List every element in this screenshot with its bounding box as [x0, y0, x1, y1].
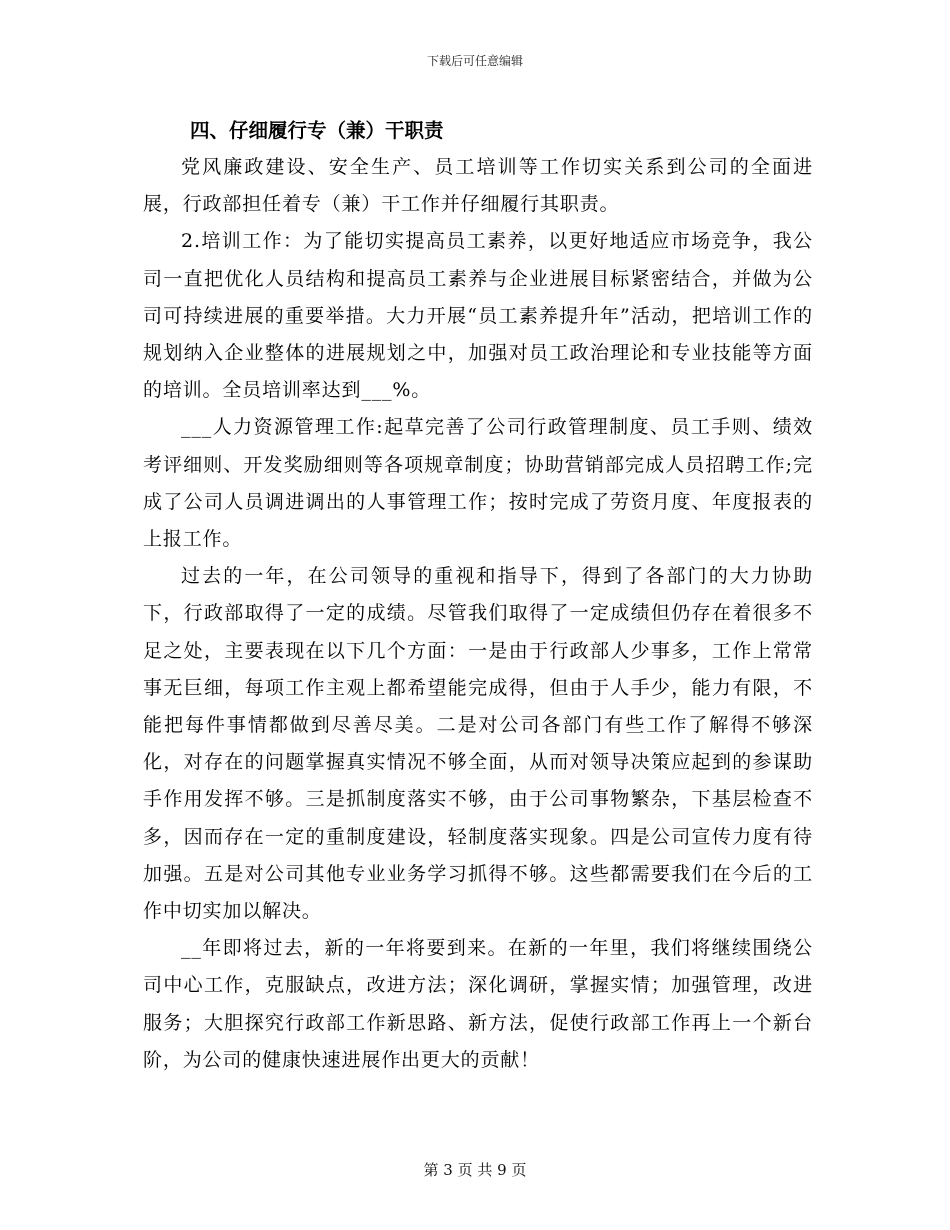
document-body: [143, 112, 813, 1079]
paragraph-hr-management: ___人力资源管理工作:起草完善了公司行政管理制度、员工手则、绩效考评细则、开发奖励细则等各项规章制度；协助营销部完成人员招聘工作;完成了公司人员调进调出的人事管理工作；按时完成了劳资月度、年度报表的上报工作。: [143, 416, 813, 551]
paragraph-responsibilities-intro: 党风廉政建设、安全生产、员工培训等工作切实关系到公司的全面进展，行政部担任着专（兼）干工作并仔细履行其职责。: [143, 156, 813, 216]
paragraph-shortcomings: 过去的一年，在公司领导的重视和指导下，得到了各部门的大力协助下，行政部取得了一定的成绩。尽管我们取得了一定成绩但仍存在着很多不足之处，主要表现在以下几个方面：一是由于行政部人少事多，工作上常常事无巨细，每项工作主观上都希望能完成得，但由于人手少，能力有限，不能把每件事情都做到尽善尽美。二是对公司各部门有些工作了解得不够深化，对存在的问题掌握真实情况不够全面，从而对领导决策应起到的参谋助手作用发挥不够。三是抓制度落实不够，由于公司事物繁杂，下基层检查不多，因而存在一定的重制度建设，轻制度落实现象。四是公司宣传力度有待加强。五是对公司其他专业业务学习抓得不够。这些都需要我们在今后的工作中切实加以解决。: [143, 565, 813, 923]
paragraph-outlook: __年即将过去，新的一年将要到来。在新的一年里，我们将继续围绕公司中心工作，克服缺点，改进方法；深化调研，掌握实情；加强管理，改进服务；大胆探究行政部工作新思路、新方法，促使行政部工作再上一个新台阶，为公司的健康快速进展作出更大的贡献！: [143, 937, 813, 1071]
page-number: 第 3 页 共 9 页: [423, 1161, 527, 1179]
page-header-note: 下载后可任意编辑: [426, 54, 523, 68]
section-heading: 四、仔细履行专（兼）干职责: [190, 119, 444, 142]
paragraph-training-work: 2.培训工作：为了能切实提高员工素养，以更好地适应市场竞争，我公司一直把优化人员结构和提高员工素养与企业进展目标紧密结合，并做为公司可持续进展的重要举措。大力开展“员工素养提升年”活动，把培训工作的规划纳入企业整体的进展规划之中，加强对员工政治理论和专业技能等方面的培训。全员培训率达到___%。: [143, 230, 813, 402]
